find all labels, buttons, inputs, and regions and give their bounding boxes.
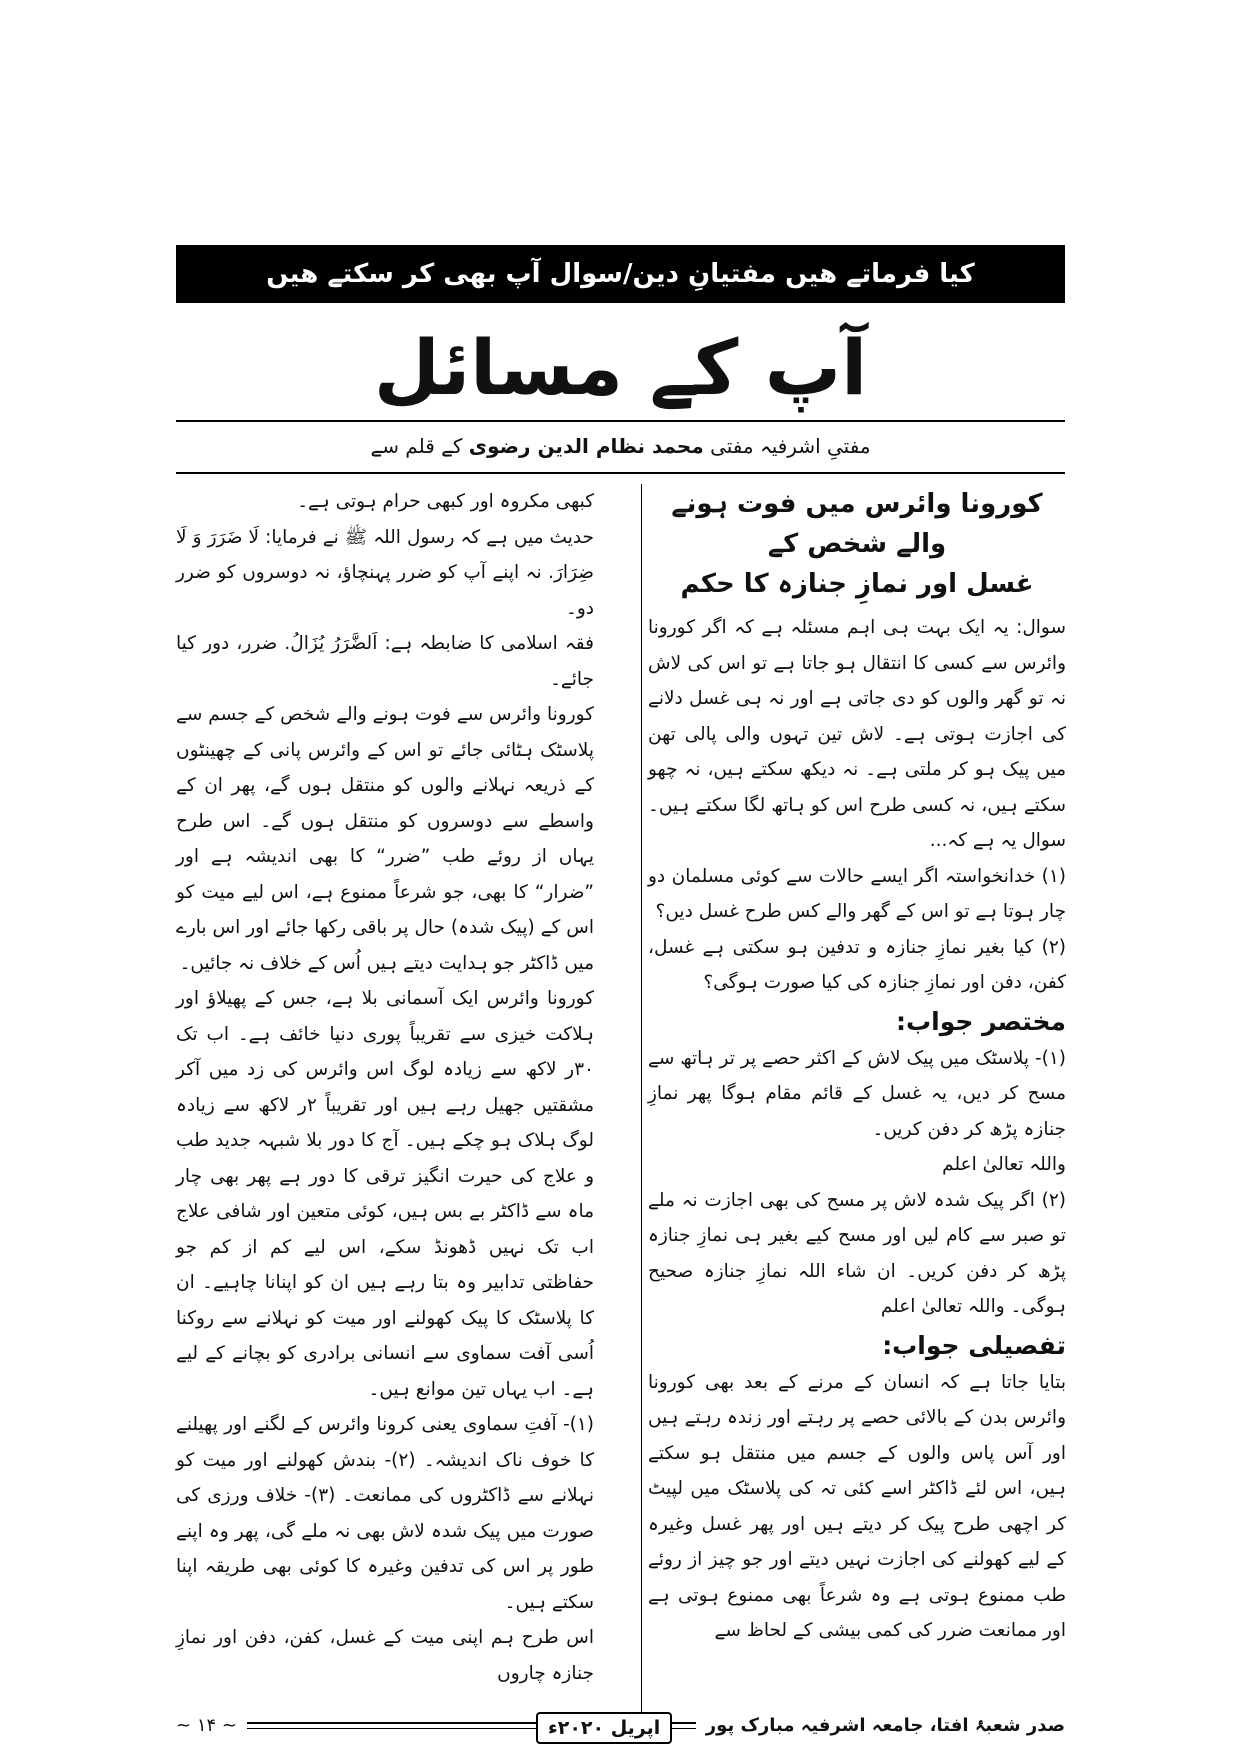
left-paragraph-2: حدیث میں ہے کہ رسول اللہ ﷺ نے فرمایا: لَا ضَرَرَ وَ لَا ضِرَارَ. نہ اپنے آپ کو ضرر پہنچاؤ، نہ دوسروں کو ضرر دو۔ [176, 526, 594, 619]
left-paragraph-1: کبھی مکروہ اور کبھی حرام ہوتی ہے۔ [297, 491, 594, 512]
author-byline [176, 424, 1065, 468]
article-title-line-2: غسل اور نمازِ جنازہ کا حکم [680, 569, 1034, 599]
author-suffix: کے قلم سے [370, 434, 463, 458]
page-title: آپ کے مسائل [373, 323, 868, 412]
detailed-answer-heading: تفصیلی جواب: [882, 1330, 1066, 1360]
short-answer-1: (۱)- پلاسٹک میں پیک لاش کے اکثر حصے پر تر ہاتھ سے مسح کر دیں، یہ غسل کے قائم مقام ہوگا پھر نمازِ جنازہ پڑھ کر دفن کریں۔ [648, 1047, 1066, 1140]
short-answer-2: (۲) اگر پیک شدہ لاش پر مسح کی بھی اجازت نہ ملے تو صبر سے کام لیں اور مسح کیے بغیر ہی نمازِ جنازہ پڑھ کر دفن کریں۔ ان شاء اللہ نمازِ جنازہ صحیح ہوگی۔ واللہ تعالیٰ اعلم [648, 1189, 1066, 1317]
article-title-line-1: کورونا وائرس میں فوت ہونے والے شخص کے [671, 489, 1043, 559]
question-item-1: (۱) خدانخواستہ اگر ایسے حالات سے کوئی مسلمان دو چار ہوتا ہے تو اس کے گھر والے کس طرح غسل دیں؟ [648, 865, 1066, 922]
detailed-answer-text: بتایا جاتا ہے کہ انسان کے مرنے کے بعد بھی کورونا وائرس بدن کے بالائی حصے پر رہتے اور زندہ رہتے ہیں اور آس پاس والوں کے جسم میں منتقل ہو سکتے ہیں، اس لئے ڈاکٹر اسے کئی تہ کی پلاسٹک میں لپیٹ کر اچھی طرح پیک کر دیتے ہیں اور پھر غسل وغیرہ کے لیے کھولنے کی اجازت نہیں دیتے اور جو چیز از روئے طب ممنوع ہوتی ہے وہ شرعاً بھی ممنوع ہوتی ہے اور ممانعت ضرر کی کمی بیشی کے لحاظ سے [648, 1371, 1066, 1641]
footer-publisher: صدر شعبۂ افتا، جامعہ اشرفیہ مبارک پور [696, 1712, 1065, 1740]
question-text: سوال: یہ ایک بہت ہی اہم مسئلہ ہے کہ اگر کورونا وائرس سے کسی کا انتقال ہو جاتا ہے تو اس کی لاش نہ تو گھر والوں کو دی جاتی ہے اور نہ ہی غسل دلانے کی اجازت ہوتی ہے۔ لاش تین تہوں والی پالی تھن میں پیک ہو کر ملتی ہے۔ نہ دیکھ سکتے ہیں، نہ چھو سکتے ہیں، نہ کسی طرح اس کو ہاتھ لگا سکتے ہیں۔ سوال یہ ہے کہ... [648, 617, 1066, 851]
left-paragraph-3: فقہ اسلامی کا ضابطہ ہے: اَلضَّرَرُ یُزَالُ. ضرر، دور کیا جائے۔ [176, 633, 594, 690]
left-column [176, 484, 594, 1691]
left-paragraph-6: (۱)- آفتِ سماوی یعنی کرونا وائرس کے لگنے اور پھیلنے کا خوف ناک اندیشہ۔ (۲)- بندش کھولنے اور میت کو نہلانے سے ڈاکٹروں کی ممانعت۔ (۳)- خلاف ورزی کی صورت میں پیک شدہ لاش بھی نہ ملے گی، پھر وہ اپنے طور پر اس کی تدفین وغیرہ کا کوئی بھی طریقہ اپنا سکتے ہیں۔ [176, 1414, 594, 1613]
column-banner: کیا فرماتے ھیں مفتیانِ دین/سوال آپ بھی کر سکتے ھیں [176, 245, 1065, 303]
author-prefix: مفتیِ اشرفیہ مفتی [710, 434, 871, 458]
footer [176, 1712, 1065, 1748]
page-number: ~ ۱۴ ~ [176, 1712, 247, 1740]
footer-issue-date: اپریل ۲۰۲۰ء [536, 1712, 672, 1744]
right-column [648, 484, 1066, 1649]
left-paragraph-4: کورونا وائرس سے فوت ہونے والے شخص کے جسم سے پلاسٹک ہٹائی جائے تو اس کے وائرس پانی کے چھینٹوں کے ذریعہ نہلانے والوں کو منتقل ہوں گے، پھر ان کے واسطے سے دوسروں کو منتقل ہوں گے۔ اس طرح یہاں از روئے طب ”ضرر“ کا بھی اندیشہ ہے اور ”ضرار“ کا بھی، جو شرعاً ممنوع ہے، اس لیے میت کو اس کے (پیک شدہ) حال پر باقی رکھا جائے اور اس بارے میں ڈاکٹر جو ہدایت دیتے ہیں اُس کے خلاف نہ جائیں۔ [176, 704, 594, 974]
short-answer-heading: مختصر جواب: [896, 1006, 1066, 1036]
question-item-2: (۲) کیا بغیر نمازِ جنازہ و تدفین ہو سکتی ہے غسل، کفن، دفن اور نمازِ جنازہ کی کیا صورت ہوگی؟ [648, 936, 1066, 993]
article-title [648, 484, 1066, 604]
left-paragraph-7: اس طرح ہم اپنی میت کے غسل، کفن، دفن اور نمازِ جنازہ چاروں [176, 1627, 594, 1684]
left-paragraph-5: کورونا وائرس ایک آسمانی بلا ہے، جس کے پھیلاؤ اور ہلاکت خیزی سے تقریباً پوری دنیا خائف ہے۔ اب تک ۳۰ر لاکھ سے زیادہ لوگ اس وائرس کی زد میں آکر مشقتیں جھیل رہے ہیں اور تقریباً ۲ر لاکھ سے زیادہ لوگ ہلاک ہو چکے ہیں۔ آج کا دور بلا شبہہ جدید طب و علاج کی حیرت انگیز ترقی کا دور ہے پھر بھی چار ماہ سے ڈاکٹر بے بس ہیں، کوئی متعین اور شافی علاج اب تک نہیں ڈھونڈ سکے، اس لیے کم از کم جو حفاظتی تدابیر وہ بتا رہے ہیں ان کو اپنانا چاہیے۔ ان کا پلاسٹک کا پیک کھولنے اور میت کو نہلانے سے روکنا اُسی آفت سماوی سے انسانی برادری کو بچانے کے لیے ہے۔ اب یہاں تین موانع ہیں۔ [176, 988, 594, 1400]
title-rule-top [176, 420, 1065, 422]
title-rule-bottom [176, 472, 1065, 474]
wallahu-alam-1: واللہ تعالیٰ اعلم [942, 1154, 1066, 1175]
column-divider [641, 484, 642, 1739]
author-name: محمد نظام الدین رضوی [468, 434, 704, 458]
